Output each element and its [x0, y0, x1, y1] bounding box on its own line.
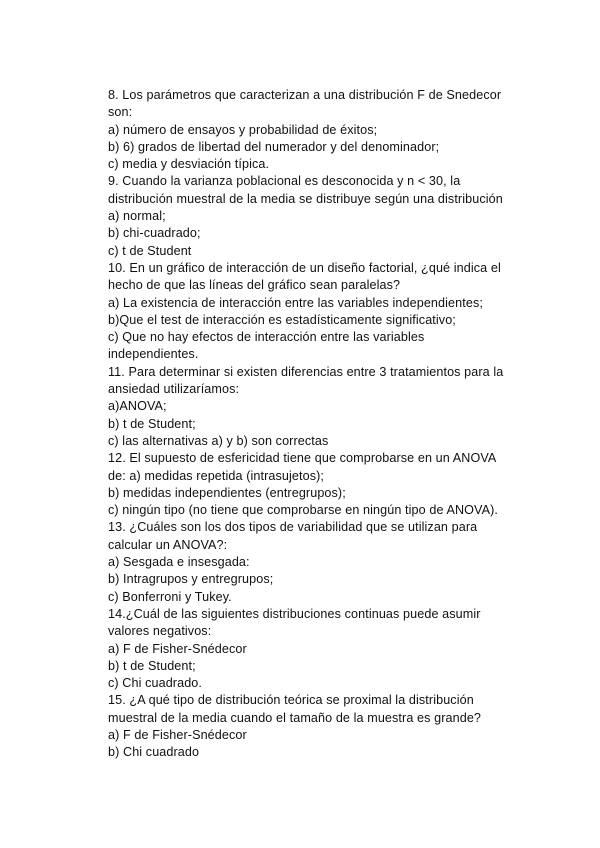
question-8-line-2: son: [108, 105, 133, 120]
question-10-line-1: 10. En un gráfico de interacción de un diseño factorial, ¿qué indica el [108, 260, 501, 275]
question-13-line-1: 13. ¿Cuáles son los dos tipos de variabilidad que se utilizan para [108, 520, 478, 535]
question-14-option-b: b) t de Student; [108, 658, 196, 673]
question-8-option-c: c) media y desviación típica. [108, 157, 270, 172]
question-11-line-2: ansiedad utilizaríamos: [108, 382, 240, 397]
question-10-line-2: hecho de que las líneas del gráfico sean paralelas? [108, 278, 401, 293]
question-14-line-1: 14.¿Cuál de las siguientes distribuciones continuas puede asumir [108, 606, 481, 621]
document-body [108, 87, 548, 762]
question-14-option-c: c) Chi cuadrado. [108, 676, 202, 691]
question-14-line-2: valores negativos: [108, 624, 212, 639]
question-10-option-c-line-2: independientes. [108, 347, 199, 362]
question-13-option-b: b) Intragrupos y entregrupos; [108, 572, 274, 587]
question-11-line-1: 11. Para determinar si existen diferencias entre 3 tratamientos para la [108, 364, 504, 379]
question-13-option-a: a) Sesgada e insesgada: [108, 555, 250, 570]
question-15-option-a: a) F de Fisher-Snédecor [108, 727, 247, 742]
question-11-option-c: c) las alternativas a) y b) son correctas [108, 433, 329, 448]
question-13-option-c: c) Bonferroni y Tukey. [108, 589, 232, 604]
question-9-line-2: distribución muestral de la media se distribuye según una distribución [108, 191, 503, 206]
question-11-option-a: a)ANOVA; [108, 399, 167, 414]
question-10-option-b: b)Que el test de interacción es estadísticamente significativo; [108, 312, 456, 327]
question-10-option-a: a) La existencia de interacción entre las variables independientes; [108, 295, 483, 310]
question-10-option-c-line-1: c) Que no hay efectos de interacción entre las variables [108, 330, 425, 345]
question-13-line-2: calcular un ANOVA?: [108, 537, 228, 552]
question-15-line-2: muestral de la media cuando el tamaño de la muestra es grande? [108, 710, 482, 725]
question-8-line-1: 8. Los parámetros que caracterizan a una distribución F de Snedecor [108, 88, 502, 102]
question-12-line-1: 12. El supuesto de esfericidad tiene que comprobarse en un ANOVA [108, 451, 497, 466]
question-9-option-a: a) normal; [108, 209, 166, 224]
question-12-option-c: c) ningún tipo (no tiene que comprobarse en ningún tipo de ANOVA). [108, 503, 499, 518]
question-15-option-b: b) Chi cuadrado [108, 745, 200, 760]
question-11-option-b: b) t de Student; [108, 416, 196, 431]
question-15-line-1: 15. ¿A qué tipo de distribución teórica se proximal la distribución [108, 693, 474, 708]
question-8-option-b: b) 6) grados de libertad del numerador y del denominador; [108, 139, 440, 154]
question-8-option-a: a) número de ensayos y probabilidad de éxitos; [108, 122, 378, 137]
question-12-option-b: b) medidas independientes (entregrupos); [108, 485, 346, 500]
question-9-option-c: c) t de Student [108, 243, 192, 258]
question-14-option-a: a) F de Fisher-Snédecor [108, 641, 247, 656]
question-12-option-a: de: a) medidas repetida (intrasujetos); [108, 468, 325, 483]
question-9-option-b: b) chi-cuadrado; [108, 226, 201, 241]
question-9-line-1: 9. Cuando la varianza poblacional es desconocida y n < 30, la [108, 174, 461, 189]
